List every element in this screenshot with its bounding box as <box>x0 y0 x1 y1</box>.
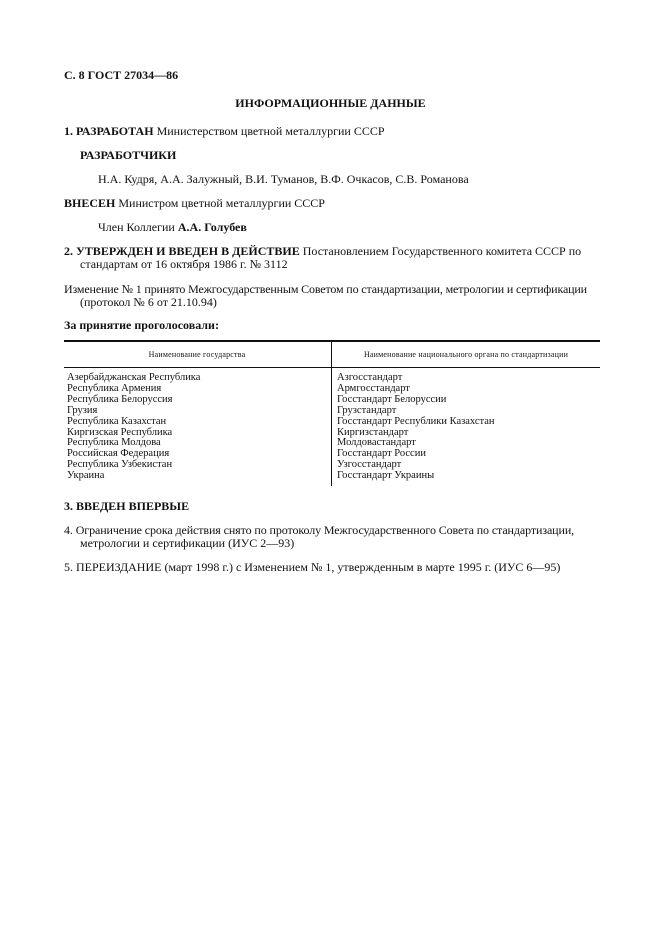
voted-label: За принятие проголосовали: <box>64 318 219 332</box>
table-cell-body: Госстандарт России <box>337 448 426 460</box>
table-cell-state: Азербайджанская Республика <box>67 372 201 383</box>
table-cell-state: Республика Белоруссия <box>67 393 173 405</box>
table-cell-body: Госстандарт Республики Казахстан <box>337 415 495 427</box>
table-cell-state: Российская Федерация <box>67 448 170 460</box>
item-5: 5. ПЕРЕИЗДАНИЕ (март 1998 г.) с Изменением № 1, утвержденным в марте 1995 г. (ИУС 6—95) <box>64 560 561 574</box>
table-top-rule <box>64 340 600 342</box>
table-cell-state: Киргизская Республика <box>67 426 173 438</box>
item-4-line-2: метрологии и сертификации (ИУС 2—93) <box>80 536 295 550</box>
member-prefix: Член Коллегии <box>98 220 175 234</box>
item-2-label: 2. УТВЕРЖДЕН И ВВЕДЕН В ДЕЙСТВИЕ <box>64 244 300 258</box>
introduced-text: Министром цветной металлургии СССР <box>118 196 325 210</box>
table-cell-body: Грузстандарт <box>337 404 397 416</box>
table-cell-state: Республика Армения <box>67 382 162 394</box>
table-cell-body: Армгосстандарт <box>337 382 410 394</box>
table-cell-state: Республика Узбекистан <box>67 459 173 471</box>
item-1 <box>64 125 385 138</box>
item-4-line-1: 4. Ограничение срока действия снято по протоколу Межгосударственного Совета по стандартизации, <box>64 523 575 537</box>
developers-names: Н.А. Кудря, А.А. Залужный, В.И. Туманов, В.Ф. Очкасов, С.В. Романова <box>98 172 469 186</box>
collegium-member <box>98 221 247 234</box>
item-1-text: Министерством цветной металлургии СССР <box>156 124 385 138</box>
table-cell-body: Госстандарт Украины <box>337 470 435 482</box>
member-name: А.А. Голубев <box>177 220 247 234</box>
table-cell-body: Киргизстандарт <box>337 426 409 438</box>
introduced-label: ВНЕСЕН <box>64 196 116 210</box>
developers-label: РАЗРАБОТЧИКИ <box>80 148 177 162</box>
table-header-rule <box>64 367 600 368</box>
table-header-body: Наименование национального органа по стандартизации <box>363 350 569 359</box>
item-3: 3. ВВЕДЕН ВПЕРВЫЕ <box>64 499 190 513</box>
item-1-label: 1. РАЗРАБОТАН <box>64 124 154 138</box>
table-cell-body: Молдовастандарт <box>337 437 416 449</box>
table-cell-state: Республика Казахстан <box>67 415 167 427</box>
table-cell-state: Украина <box>67 470 105 482</box>
introduced-line <box>64 197 325 210</box>
table-header-state: Наименование государства <box>148 350 246 359</box>
amendment-line-2: (протокол № 6 от 21.10.94) <box>80 295 217 309</box>
item-2-text-line-2: стандартам от 16 октября 1986 г. № 3112 <box>80 257 288 271</box>
table-column-divider <box>331 342 332 486</box>
table-cell-state: Грузия <box>67 404 98 416</box>
table-cell-state: Республика Молдова <box>67 437 161 449</box>
document-title: ИНФОРМАЦИОННЫЕ ДАННЫЕ <box>235 96 426 110</box>
page-header: С. 8 ГОСТ 27034—86 <box>64 68 179 82</box>
item-2-text-line-1: Постановлением Государственного комитета СССР по <box>302 244 582 258</box>
amendment-line-1: Изменение № 1 принято Межгосударственным Советом по стандартизации, метрологии и сертификации <box>64 282 587 296</box>
table-cell-body: Узгосстандарт <box>337 459 402 471</box>
table-cell-body: Азгосстандарт <box>337 372 403 383</box>
table-cell-body: Госстандарт Белоруссии <box>337 393 447 405</box>
table-column-bodies <box>337 373 495 482</box>
table-column-states <box>67 373 200 482</box>
